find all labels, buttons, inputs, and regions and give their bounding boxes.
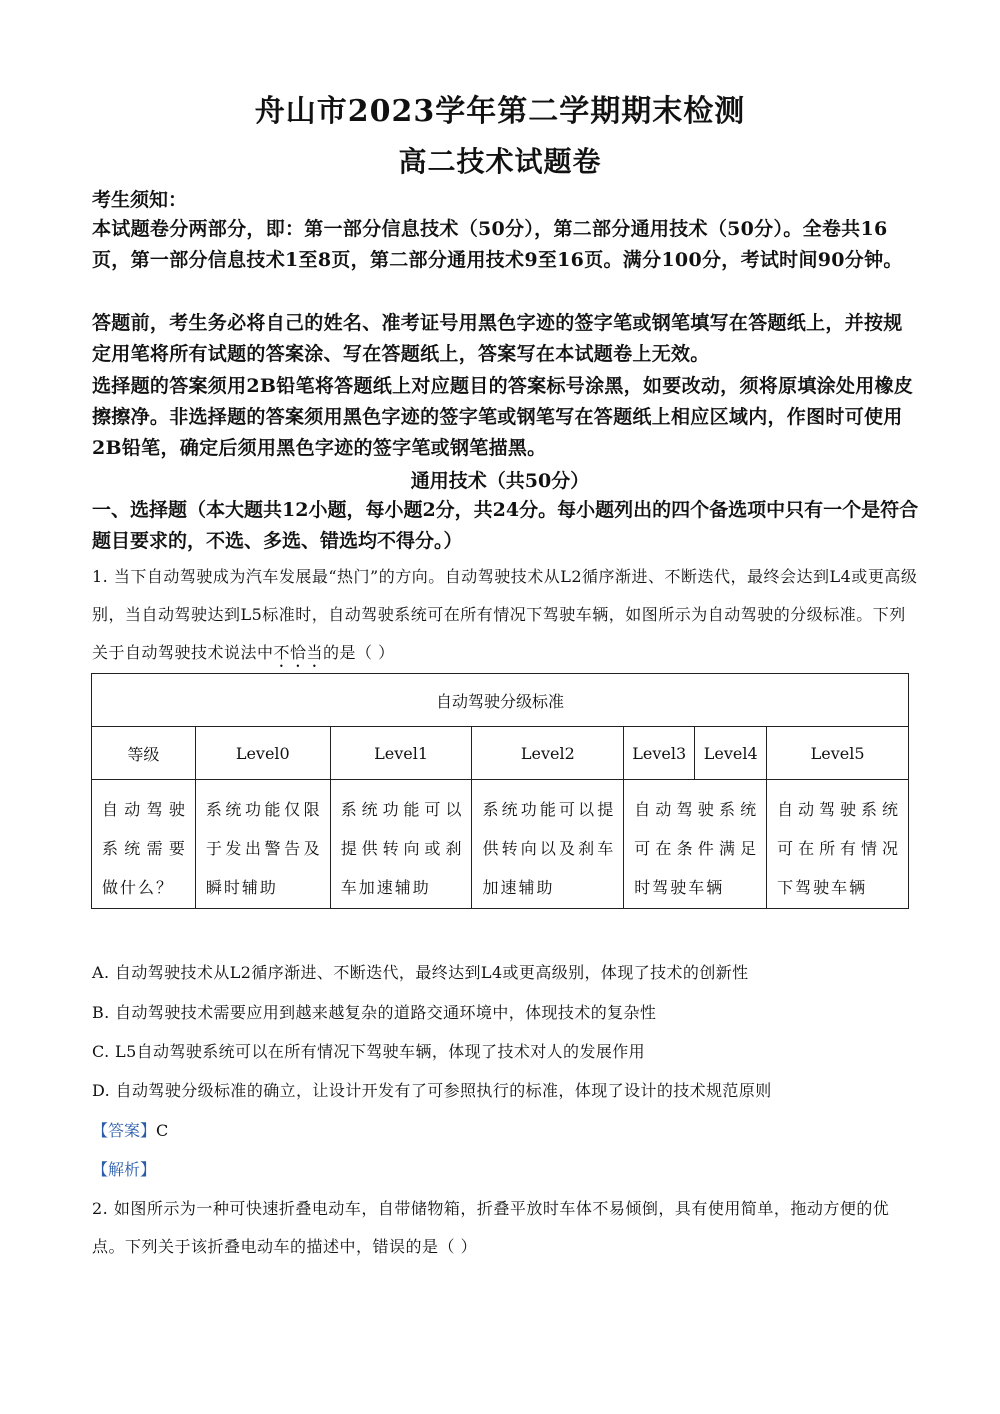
- table-cell-text: 自动驾驶系统需要做什么？: [102, 800, 187, 897]
- table-header-level: 等级: [92, 727, 196, 780]
- table-cell-question: [92, 780, 196, 909]
- table-cell-text: 系统功能可以提供转向以及刹车加速辅助: [482, 800, 616, 897]
- table-cell-text: 系统功能仅限于发出警告及瞬时辅助: [205, 800, 322, 897]
- exam-title: 舟山市2023学年第二学期期末检测: [254, 94, 746, 129]
- q1-option-b: B. 自动驾驶技术需要应用到越来越复杂的道路交通环境中，体现技术的复杂性: [92, 1003, 657, 1022]
- table-cell-text: 系统功能可以提供转向或刹车加速辅助: [340, 800, 464, 897]
- part1-instructions: 一、选择题（本大题共12小题，每小题2分，共24分。每小题列出的四个备选项中只有一个是符合题目要求的，不选、多选、错选均不得分。）: [92, 499, 919, 552]
- table-header-level5: Level5: [767, 727, 909, 780]
- exam-subtitle: 高二技术试题卷: [398, 145, 602, 178]
- table-caption: 自动驾驶分级标准: [92, 674, 909, 727]
- table-cell-level0: [195, 780, 330, 909]
- table-cell-level2: [472, 780, 624, 909]
- table-cell-text: 自动驾驶系统可在所有情况下驾驶车辆: [777, 800, 900, 897]
- notice-item-1: 本试题卷分两部分，即：第一部分信息技术（50分），第二部分通用技术（50分）。全卷共16页，第一部分信息技术1至8页，第二部分通用技术9至16页。满分100分，考试时间90分钟。: [92, 218, 903, 271]
- answer-label: 【答案】: [92, 1121, 157, 1140]
- table-cell-level3-4: [624, 780, 767, 909]
- table-header-level4: Level4: [695, 727, 767, 780]
- table-cell-level1: [330, 780, 472, 909]
- q1-analysis-label: 【解析】: [92, 1160, 157, 1179]
- q1-option-d: D. 自动驾驶分级标准的确立，让设计开发有了可参照执行的标准，体现了设计的技术规范原则: [92, 1081, 772, 1100]
- q1-option-a: A. 自动驾驶技术从L2循序渐进、不断迭代，最终达到L4或更高级别，体现了技术的创新性: [92, 963, 749, 982]
- answer-value: C: [156, 1121, 169, 1140]
- table-header-level0: Level0: [195, 727, 330, 780]
- table-header-level1: Level1: [330, 727, 472, 780]
- autonomous-driving-level-table: [91, 673, 909, 909]
- notice-item-2: 答题前，考生务必将自己的姓名、准考证号用黑色字迹的签字笔或钢笔填写在答题纸上，并按规定用笔将所有试题的答案涂、写在答题纸上，答案写在本试题卷上无效。: [92, 312, 903, 365]
- table-header-level3: Level3: [624, 727, 695, 780]
- question-2-stem: 2. 如图所示为一种可快速折叠电动车，自带储物箱，折叠平放时车体不易倾倒，具有使用简单，拖动方便的优点。下列关于该折叠电动车的描述中，错误的是（ ）: [92, 1199, 890, 1256]
- question-1-stem: [92, 558, 918, 672]
- notice-title: 考生须知：: [92, 189, 188, 211]
- q1-stem-emphasis: 不恰当: [273, 643, 324, 662]
- notice-item-3: 选择题的答案须用2B铅笔将答题纸上对应题目的答案标号涂黑，如要改动，须将原填涂处用橡皮擦擦净。非选择题的答案须用黑色字迹的签字笔或钢笔写在答题纸上相应区域内，作图时可使用2B铅笔，确定后须用黑色字迹的签字笔或钢笔描黑。: [92, 375, 914, 459]
- table-cell-text: 自动驾驶系统可在条件满足时驾驶车辆: [634, 800, 759, 897]
- q1-stem-before: 1. 当下自动驾驶成为汽车发展最“热门”的方向。自动驾驶技术从L2循序渐进、不断迭代，最终会达到L4或更高级别，当自动驾驶达到L5标准时，自动驾驶系统可在所有情况下驾驶车辆，如图所示为自动驾驶的分级标准。下列关于自动驾驶技术说法中: [92, 567, 918, 662]
- q1-stem-after: 的是（ ）: [323, 643, 395, 662]
- table-cell-level5: [767, 780, 909, 909]
- table-header-level2: Level2: [472, 727, 624, 780]
- q1-answer: [92, 1118, 168, 1141]
- section-title: 通用技术（共50分）: [410, 470, 590, 492]
- q1-option-c: C. L5自动驾驶系统可以在所有情况下驾驶车辆，体现了技术对人的发展作用: [92, 1042, 646, 1061]
